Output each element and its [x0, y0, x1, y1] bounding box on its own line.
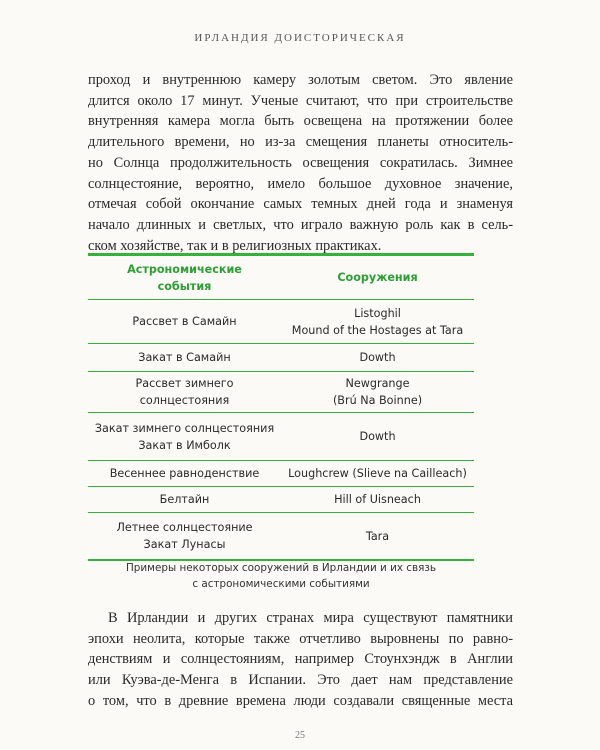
table-row	[88, 461, 474, 487]
table-header-row	[88, 256, 474, 300]
header-text: события	[157, 279, 212, 293]
table-row	[88, 344, 474, 372]
text-line: ском хозяйстве, так и в религиозных практиках.	[88, 237, 382, 254]
text-line: денствиям и солнцестояниям, например Стоунхэндж в Англии	[88, 651, 513, 668]
cell-text: Летнее солнцестояние	[116, 521, 253, 534]
running-head: ИРЛАНДИЯ ДОИСТОРИЧЕСКАЯ	[194, 32, 406, 44]
text-line: начало длинных и светлых, что играло важную роль как в сель-	[88, 216, 513, 233]
site-cell	[281, 513, 474, 559]
cell-text: солнцестояния	[139, 394, 230, 407]
text-line: проход и внутреннюю камеру золотым светом. Это явление	[88, 72, 513, 88]
cell-text: Loughcrew (Slieve na Cailleach)	[288, 467, 467, 480]
caption-line: с астрономическими событиями	[192, 578, 370, 590]
event-cell	[88, 300, 281, 343]
table-row	[88, 372, 474, 413]
site-cell	[281, 487, 474, 512]
text-line: но Солнца продолжительность освещения сократилась. Зимнее	[88, 154, 513, 171]
astronomy-table	[88, 253, 474, 561]
cell-text: Tara	[365, 529, 390, 543]
table-row	[88, 487, 474, 513]
event-cell	[88, 513, 281, 559]
cell-text: Закат зимнего солнцестояния	[94, 421, 275, 435]
cell-text: Закат в Самайн	[138, 351, 231, 364]
site-cell	[281, 461, 474, 486]
event-cell	[88, 344, 281, 371]
page-number: 25	[295, 730, 305, 741]
text-line: длится около 17 минут. Ученые считают, что при строительстве	[88, 92, 513, 109]
cell-text: Hill of Uisneach	[334, 493, 421, 506]
text-line: эпохи неолита, которые также отчетливо выровнены по равно-	[88, 630, 513, 647]
table-row	[88, 300, 474, 344]
text-line: длительного времени, но из-за смещения планеты относитель-	[88, 134, 513, 151]
caption-line: Примеры некоторых сооружений в Ирландии и их связь	[125, 562, 437, 574]
paragraph-2	[88, 608, 513, 712]
text-line: солнцестояние, вероятно, имело большое духовное значение,	[88, 175, 513, 192]
table-row	[88, 413, 474, 461]
header-text: Сооружения	[337, 271, 418, 284]
site-cell	[281, 300, 474, 343]
header-text: Астрономические	[127, 262, 242, 276]
site-cell	[281, 372, 474, 412]
cell-text: Белтайн	[159, 493, 210, 506]
cell-text: Listoghil	[354, 306, 401, 320]
event-cell	[88, 372, 281, 412]
text-line: В Ирландии и других странах мира существуют памятники	[108, 610, 513, 626]
header-sites	[281, 256, 474, 299]
table-row	[88, 513, 474, 559]
cell-text: Весеннее равноденствие	[109, 467, 260, 480]
site-cell	[281, 344, 474, 371]
text-line: внутренняя камера могла быть освещена на протяжении более	[88, 113, 513, 130]
cell-text: Закат Лунасы	[143, 538, 226, 551]
cell-text: Dowth	[359, 430, 396, 443]
cell-text: (Brú Na Boinne)	[332, 394, 423, 407]
cell-text: Mound of the Hostages at Tara	[291, 323, 464, 337]
cell-text: Рассвет зимнего	[135, 377, 234, 390]
text-line: о том, что в древние времена люди создавали священные места	[88, 692, 513, 709]
table-caption	[88, 560, 474, 592]
cell-text: Dowth	[359, 351, 396, 364]
paragraph-1	[88, 70, 513, 256]
cell-text: Закат в Имболк	[138, 438, 231, 452]
header-events	[88, 256, 281, 299]
cell-text: Newgrange	[345, 377, 410, 390]
text-line: или Куэва-де-Менга в Испании. Это дает нам представление	[88, 672, 513, 689]
site-cell	[281, 413, 474, 460]
text-line: отмечая собой окончание самых темных дней года и знаменуя	[88, 196, 513, 213]
cell-text: Рассвет в Самайн	[132, 315, 237, 328]
event-cell	[88, 413, 281, 460]
event-cell	[88, 487, 281, 512]
event-cell	[88, 461, 281, 486]
